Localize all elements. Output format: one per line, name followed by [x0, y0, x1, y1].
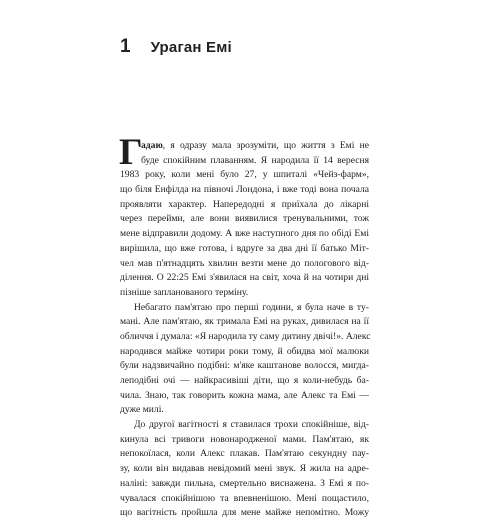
drop-cap: Г — [119, 132, 143, 173]
text-line: пізніше запланованого терміну. — [120, 286, 249, 298]
text-line — [120, 139, 369, 154]
chapter-title: Ураган Емі — [150, 39, 232, 56]
text-line: обличчя і думала: «Я народила ту саму дитину двічі!». Алекс — [120, 330, 371, 342]
text-line: мене відправили додому. А вже наступного дня по обіді Емі — [120, 228, 369, 240]
lead-word: адаю — [141, 140, 163, 151]
chapter-heading — [120, 36, 232, 58]
text-line: були надзвичайно подібні: м'яке каштанове волосся, мигда- — [120, 360, 369, 372]
text-line: що вагітність пройшла для мене майже непомітно. Можу — [120, 507, 369, 519]
text-line: чувалася спокійнішою та впевненішою. Мені пощастило, — [120, 492, 369, 504]
text-line: через перейми, але вони виявилися тренувальними, тож — [120, 213, 369, 225]
paragraph-1 — [119, 132, 369, 301]
text-line: дуже милі. — [120, 404, 164, 416]
text-line: вирішила, що вже готова, і вдруге за два дні її батько Міт- — [120, 242, 369, 254]
paragraph-3 — [120, 418, 369, 521]
text-line: 1983 року, коли мені було 27, у шпиталі «Чейз-фарм», — [120, 169, 369, 181]
text-line: що біля Енфілда на півночі Лондона, і вже тоді вона почала — [120, 184, 369, 196]
text-line: Небагато пам'ятаю про перші години, я була наче в ту- — [134, 301, 369, 313]
text-line: непокоїлася, коли Алекс плакав. Пам'ятаю секундну пау- — [120, 448, 369, 460]
text-line: ділення. О 22:25 Емі з'явилася на світ, хоча й на чотири дні — [120, 272, 369, 284]
text-line: леподібні очі — найкрасивіші діти, що я коли-небудь ба- — [120, 375, 369, 386]
text-line: чел мав п'ятнадцять хвилин везти мене до пологового від- — [120, 257, 369, 269]
text-line: зу, коли він видавав невідомий мені звук. Я жила на адре- — [120, 463, 369, 475]
text-line: проявляти характер. Напередодні я приїхала до лікарні — [120, 198, 369, 210]
text-line: буде спокійним плаванням. Я народила її 14 вересня — [141, 154, 369, 166]
body-text — [119, 132, 371, 521]
paragraph-2 — [120, 301, 369, 419]
text-fragment: , я одразу мала зрозуміти, що життя з Емі не — [162, 140, 369, 151]
text-line: До другої вагітності я ставилася трохи спокійніше, від- — [134, 419, 369, 431]
chapter-number: 1 — [120, 36, 131, 57]
text-line: наліні: завжди пильна, смертельно виснажена. З Емі я по- — [120, 477, 369, 489]
text-line: народився майже чотири роки тому, й обидва мої малюки — [120, 345, 369, 357]
text-line: чила. Знаю, так говорить кожна мама, але Алекс та Емі — — [120, 389, 369, 401]
text-line: мані. Але пам'ятаю, як тримала Емі на руках, дивилася на її — [120, 316, 369, 328]
text-line: кинула всі тривоги новонародженої мами. Пам'ятаю, як — [120, 433, 369, 445]
